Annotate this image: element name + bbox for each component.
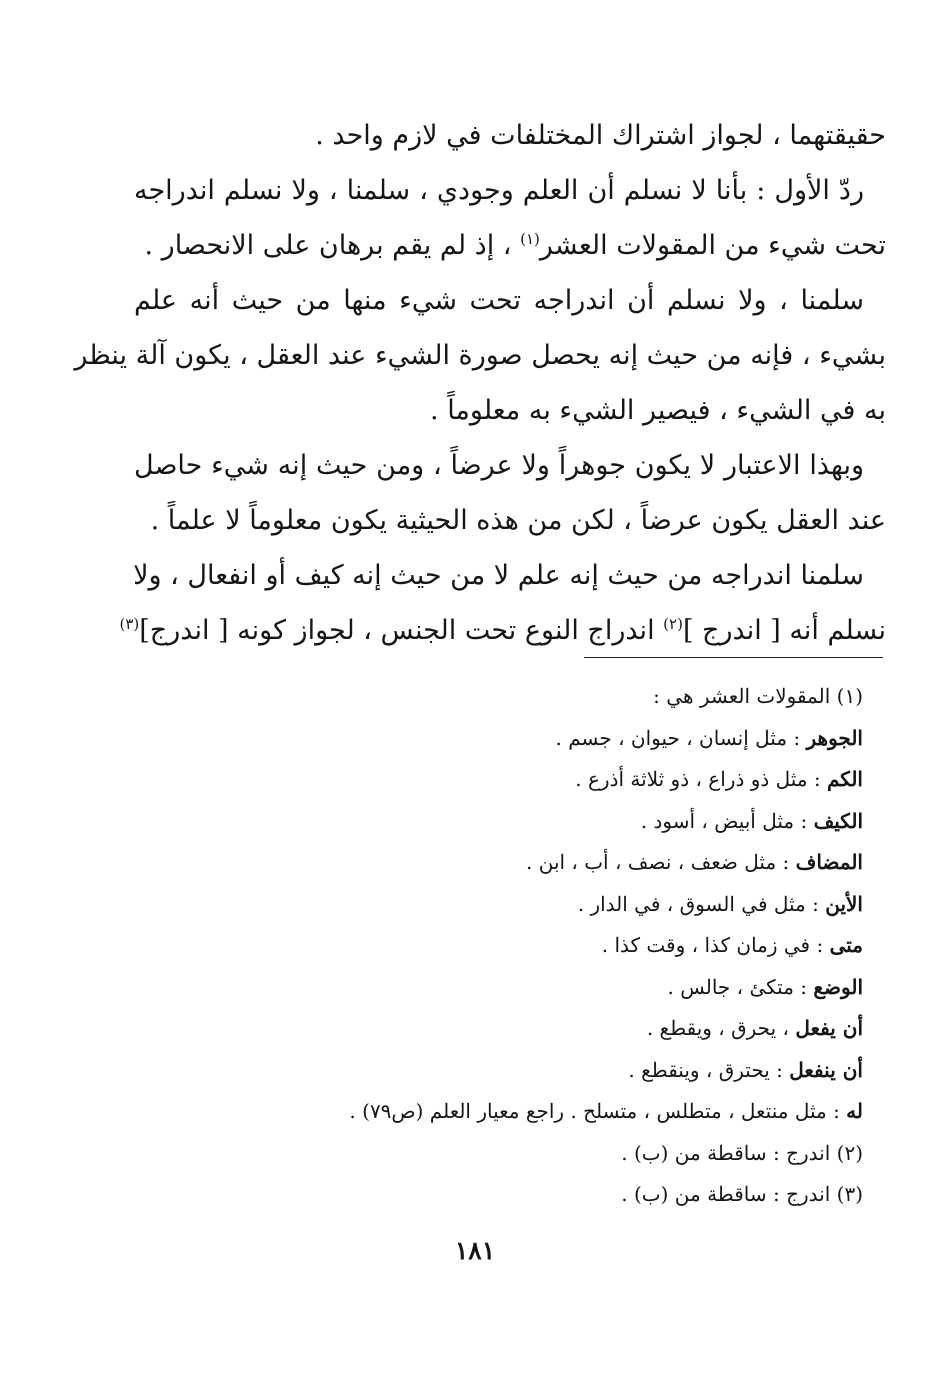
- category-term: الوضع: [813, 974, 863, 999]
- text-line-10-start: نسلم أنه [ اندرج ]: [682, 615, 886, 646]
- footnote-category: [160, 1050, 863, 1092]
- category-term: الجوهر: [806, 725, 863, 750]
- footnote-category: [160, 718, 863, 760]
- text-line-8: عند العقل يكون عرضاً ، لكن من هذه الحيثية يكون معلوماً لا علماً .: [150, 505, 886, 536]
- main-text: [74, 108, 886, 658]
- text-line-4: سلمنا ، ولا نسلم أن اندراجه تحت شيء منها من حيث أنه علم: [134, 285, 864, 316]
- text-line-6: به في الشيء ، فيصير الشيء به معلوماً .: [430, 395, 886, 426]
- text-line-7: وبهذا الاعتبار لا يكون جوهراً ولا عرضاً ، ومن حيث إنه شيء حاصل: [134, 450, 864, 481]
- footnote-ref-3[interactable]: (٣): [119, 615, 140, 633]
- category-desc: ، يحرق ، ويقطع .: [646, 1016, 796, 1040]
- footnote-separator: [584, 657, 883, 658]
- footnote-category: [160, 842, 863, 884]
- category-desc: : مثل أبيض ، أسود .: [640, 808, 814, 833]
- footnotes: [160, 676, 863, 1216]
- category-term: الكم: [826, 767, 863, 791]
- category-desc: : مثل في السوق ، في الدار .: [577, 891, 826, 916]
- footnote-category: [160, 759, 863, 801]
- footnote-3: (٣) اندرج : ساقطة من (ب) .: [621, 1182, 863, 1206]
- footnote-category: [160, 1008, 863, 1050]
- footnote-category: [160, 925, 863, 967]
- category-term: الأين: [825, 891, 863, 916]
- footnote-2: (٢) اندرج : ساقطة من (ب) .: [621, 1140, 863, 1165]
- text-line-3-end: ، إذ لم يقم برهان على الانحصار .: [144, 230, 521, 261]
- text-line-5: بشيء ، فإنه من حيث إنه يحصل صورة الشيء عند العقل ، يكون آلة ينظر: [74, 340, 886, 371]
- footnote-ref-1[interactable]: (١): [520, 230, 540, 248]
- category-term: المضاف: [795, 850, 863, 874]
- text-line-1: حقيقتهما ، لجواز اشتراك المختلفات في لازم واحد .: [315, 120, 886, 151]
- category-desc: : متكئ ، جالس .: [667, 974, 814, 999]
- text-line-9: سلمنا اندراجه من حيث إنه علم لا من حيث إنه كيف أو انفعال ، ولا: [133, 560, 864, 591]
- footnote-category: [160, 967, 863, 1009]
- text-line-10-middle: اندراج النوع تحت الجنس ، لجواز كونه [ اندرج]: [139, 615, 664, 646]
- category-term: الكيف: [813, 808, 863, 833]
- category-term: متى: [829, 933, 863, 957]
- text-line-10: [119, 603, 886, 658]
- category-term: أن ينفعل: [789, 1057, 863, 1082]
- category-desc: : مثل ضعف ، نصف ، أب ، ابن .: [526, 850, 796, 874]
- category-term: أن يفعل: [795, 1016, 863, 1040]
- category-desc: : في زمان كذا ، وقت كذا .: [601, 933, 830, 957]
- footnote-category: [160, 801, 863, 843]
- page-number: ١٨١: [454, 1236, 496, 1265]
- category-desc: : مثل منتعل ، متطلس ، متسلح . راجع معيار العلم (ص٧٩) .: [349, 1099, 847, 1123]
- category-term: له: [846, 1099, 863, 1123]
- text-line-2: ردّ الأول : بأنا لا نسلم أن العلم وجودي ، سلمنا ، ولا نسلم اندراجه: [134, 175, 864, 206]
- category-desc: : مثل إنسان ، حيوان ، جسم .: [555, 725, 807, 750]
- footnote-ref-2[interactable]: (٢): [663, 615, 683, 633]
- footnote-1-intro: (١) المقولات العشر هي :: [653, 684, 863, 708]
- text-line-3: [134, 218, 886, 273]
- category-desc: : يحترق ، وينقطع .: [628, 1057, 790, 1082]
- footnote-category: [160, 1091, 863, 1133]
- footnote-category: [160, 884, 863, 926]
- text-line-3-start: تحت شيء من المقولات العشر: [539, 230, 886, 261]
- category-desc: : مثل ذو ذراع ، ذو ثلاثة أذرع .: [575, 767, 827, 791]
